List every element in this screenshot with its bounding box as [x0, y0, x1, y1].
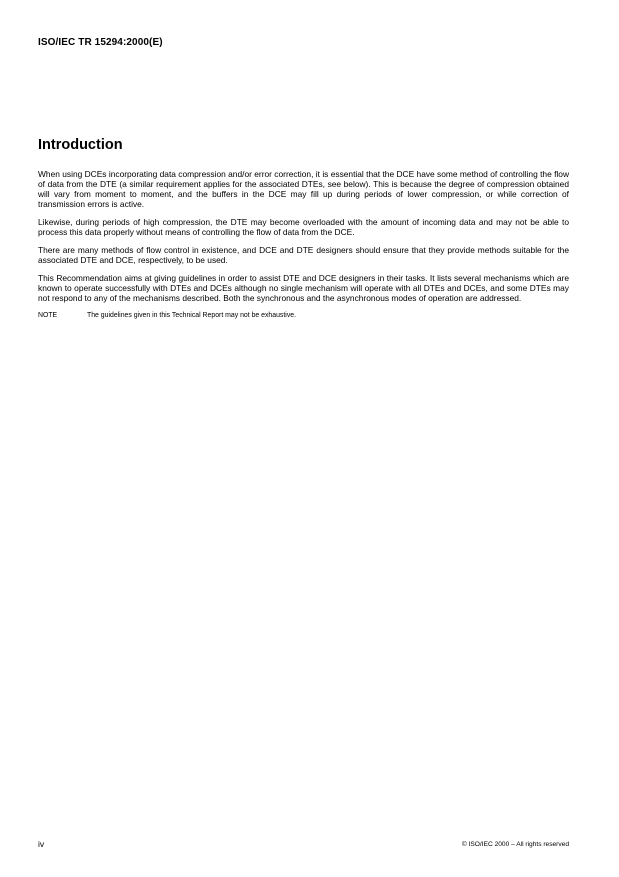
- note: [38, 311, 569, 321]
- note-text: The guidelines given in this Technical Report may not be exhaustive.: [87, 311, 297, 319]
- page-number: iv: [38, 839, 45, 849]
- document-header-id: ISO/IEC TR 15294:2000(E): [38, 37, 163, 48]
- paragraph-4: This Recommendation aims at giving guidelines in order to assist DTE and DCE designers in their tasks. It lists several mechanisms which are known to operate successfully with DTEs and DCEs although no single mechanism will operate with all DTEs and DCEs, and some DTEs may not respond to any of the mechanisms described. Both the synchronous and the asynchronous modes of operation are addressed.: [38, 272, 569, 304]
- page-title: Introduction: [38, 137, 123, 153]
- copyright-notice: © ISO/IEC 2000 – All rights reserved: [461, 841, 569, 848]
- paragraph-3: There are many methods of flow control in existence, and DCE and DTE designers should ensure that they provide methods suitable for the associated DTE and DCE, respectively, to be used.: [38, 244, 569, 266]
- note-label: NOTE: [38, 311, 58, 319]
- paragraph-2: Likewise, during periods of high compression, the DTE may become overloaded with the amount of incoming data and may not be able to process this data properly without means of controlling the flow of data from the DCE.: [38, 217, 569, 238]
- paragraph-1: When using DCEs incorporating data compression and/or error correction, it is essential that the DCE have some method of controlling the flow of data from the DTE (a similar requirement applies for the associated DTEs, see below). This is because the degree of compression obtained will vary from moment to moment, and the buffers in the DCE may fill up during periods of lower compression, or while correction of transmission errors is active.: [38, 169, 569, 210]
- document-body: [38, 169, 569, 321]
